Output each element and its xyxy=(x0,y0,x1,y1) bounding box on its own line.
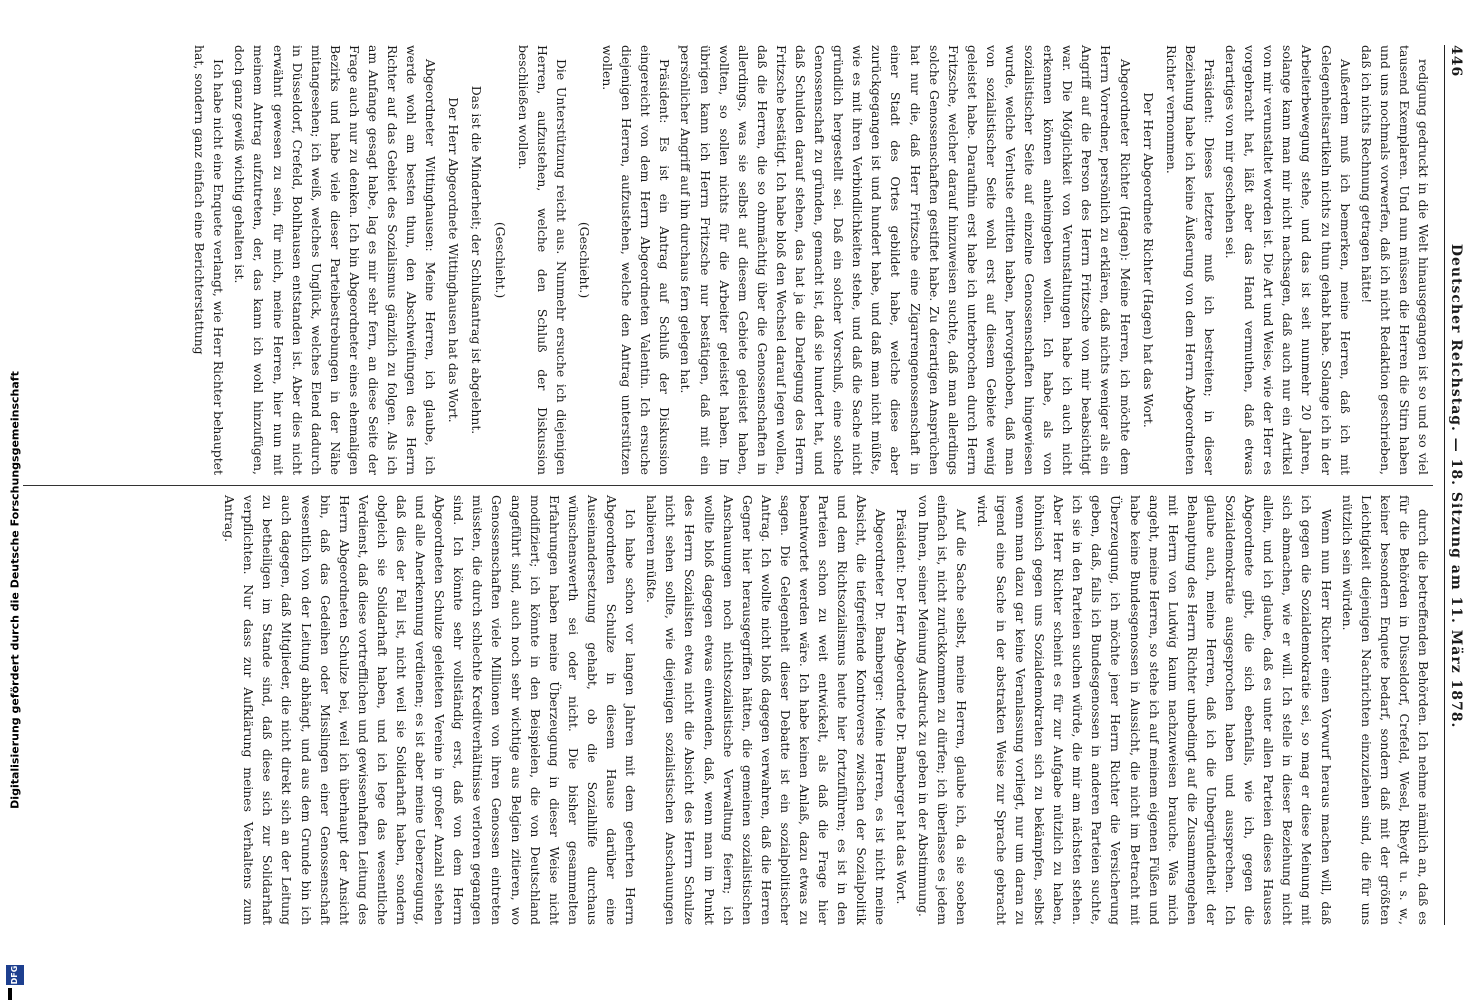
paragraph: Ich habe schon vor langen Jahren mit dem geehrten Herrn Abgeordneten Schulze in diesem Hause darüber eine Auseinandersetzung gehabt, ob die Sozialhilfe durchaus wünschenswerth sei oder nicht. Die bisher gesammelten Erfahrungen haben meine Überzeugung in dieser Weise nicht modifiziert; ich könnte in den Beispielen, die von Deutschland angeführt sind, auch noch sehr wichtige aus Belgien zitieren, wo Genossenschaften viele Millionen von ihren Genossen eintreten müssten, die durch schlechte Kreditverhältnisse verloren gegangen sind. Ich könnte sehr vollständig erst, daß von dem Herrn Abgeordneten Schulze geleiteten Vereine in großer Anzahl stehen und alle Anerkennung verdienen; es ist aber meine Ueberzeugung, daß dies der Fall ist, nicht weil sie Solidarhaft haben, sondern obgleich sie Solidarhaft haben, und ich lege das wesentliche Verdienst, daß diese vortrefflichen und gewissenhaften Leitung des Herrn Abgeordneten Schulze bei, weil ich überhaupt der Ansicht bin, daß das Gedeihen oder Misslingen einer Genossenschaft wesentlich von der Leitung abhängt, und aus dem Grunde bin ich auch dagegen, daß Mitglieder, die nicht direkt sich an der Leitung zu betheiligen im Stande sind, daß diese sich zur Solidarhaft verpflichten. Nur dass zur Aufklärung meines Verhaltens zum Antrag. xyxy=(222,495,639,925)
paragraph: Das ist die Minderheit; der Schlußantrag ist abgelehnt. xyxy=(469,85,485,435)
scanned-page-area xyxy=(42,40,1464,1000)
paragraph: Abgeordneter Dr. Bamberger: Meine Herren, es ist nicht meine Absicht, die tiefgreifende Kontroverse zwischen der Sozialpolitik und dem Richtsozialismus heute hier fortzuführen; es ist in den Parteien schon zu weit entwickelt, als daß die Frage hier beantwortet werden wäre. Ich habe keinen Anlaß, dazu etwas zu sagen. Die Gelegenheit dieser Debatte ist ein sozialpolitischer Antrag. Ich wollte nicht bloß dagegen verwahren, daß die Herren Gegner hier herausgegriffen hätten, die gemeinen sozialistischen Anschauungen noch nichtsozialistische Verwaltung feiern; ich wollte bloß dagegen etwas einwenden, daß, wenn man im Punkt des Herrn Sozialisten etwa nicht die Absicht des Herrn Schulze nicht sehen sollte, wie diejenigen sozialistischen Anschauungen halbieren müßte. xyxy=(644,495,889,925)
paragraph: Der Herr Abgeordnete Richter (Hagen) hat das Wort. xyxy=(1140,92,1156,428)
paragraph: Ich habe nicht eine Enquete verlangt, wie Herr Richter behauptet hat, sondern ganz einfach eine Berichterstattung xyxy=(192,45,227,475)
paragraph: Abgeordneter Wittinghausen: Meine Herren, ich glaube, ich werde wohl am besten thun, den Abschweifungen des Herrn Richter auf das Gebiet des Sozialismus gänzlich zu folgen. Als ich am Anfange gesagt habe, lag es mir sehr fern, an diese Seite der Frage auch nur zu denken. Ich bin Abgeordneter eines ehemaligen Bezirks und habe viele dieser Parteibestrebungen in der Nähe mitangesehen; ich weiß, welches Unglück, welches Elend dadurch in Düsseldorf, Crefeld, Bohlhausen entstanden ist. Aber dies nicht erwähnt gewesen zu sein, für mich, meine Herren, hier nun mit meinem Antrag aufzutreten, der, das kann ich wohl hinzufügen, doch ganz gewiß wichtig gehalten ist. xyxy=(232,45,439,475)
page-header-title: Deutscher Reichstag. — 18. Sitzung am 11. März 1878. xyxy=(1448,243,1464,729)
dfg-logo-icon: DFG xyxy=(6,965,24,985)
paragraph: Auf die Sache selbst, meine Herren, glaube ich, da sie soeben einfach ist, nicht zurückkommen zu dürfen; ich überlasse es jedem von Ihnen, seiner Meinung Ausdruck zu geben in der Abstimmung. xyxy=(915,495,969,925)
paragraph: (Geschieht.) xyxy=(492,221,508,299)
paragraph: Die Unterstützung reicht aus. Nunmehr ersuche ich diejenigen Herren, aufzustehen, welche den Schluß der Diskussion beschließen wollen. xyxy=(515,45,569,475)
paragraph: (Geschieht.) xyxy=(576,221,592,299)
left-column xyxy=(23,45,1433,475)
paragraph: Der Herr Abgeordnete Wittinghausen hat das Wort. xyxy=(446,97,462,423)
column-divider xyxy=(23,485,1433,486)
paragraph: Präsident: Dieses letztere muß ich bestreiten; in dieser Beziehung habe ich keine Äußerung von dem Herrn Abgeordneten Richter vernommen. xyxy=(1163,45,1217,475)
running-head xyxy=(1444,45,1467,925)
edge-mark xyxy=(8,988,12,1000)
paragraph: redigung gedruckt in die Welt hinausgegangen ist so und so viel tausend Exemplaren. Und nun müssen die Herren die Stirn haben und uns nochmals vorwerfen, daß ich nicht Redaktion geschrieben, daß ich nichts Rechnung getragen hätte! xyxy=(1358,45,1431,475)
right-column xyxy=(23,495,1433,925)
paragraph: Abgeordneter Richter (Hagen): Meine Herren, ich möchte dem Herrn Vorredner, persönlich zu erklären, daß nichts weniger als ein Angriff auf die Person des Herrn Fritzsche von mir beabsichtigt war. Die Möglichkeit von Verunstaltungen habe ich auch nicht erkennen können anheimgeben wollen. Ich habe, als von sozialistischer Seite auf einzelne Genossenschaften hingewiesen wurde, welche Verluste erlitten haben, hervorgehoben, daß man von sozialistischer Seite wohl erst auf diesem Gebiete wenig geleistet habe. Daraufhin erst habe ich unterbrochen durch Herrn Fritzsche, welcher darauf hinzuweisen suchte, daß man allerdings solche Genossenschaften gestiftet habe. Zu derartigen Ansprüchen hat nur die, daß Herr Fritzsche eine Zigarrengenossenschaft in einer Stadt des Ortes gebildet habe, welche diese aber zurückgegangen ist und hundert habe, und daß man nicht müßte, wie es mit ihren Verbindlichkeiten stehe, und daß die Sache nicht gründlich hergestellt sei. Daß ein solcher Vorschuß, eine solche Genossenschaft zu gründen, gemacht ist, daß sie hundert hat, und daß Schulden darauf stehen, das hat ja die Darlegung des Herrn Fritzsche bestätigt. Ich habe bloß den Wechsel darauf legen wollen, daß die Herren, die so ohnmächtig über die Genossenschaften in allerdings, was sie selbst auf diesem Gebiete geleistet haben, wollten, so sollen nichts für die Arbeiter geleistet haben. Im übrigen kann ich Herrn Fritzsche nur bestätigen, daß mit ein persönlicher Angriff auf ihn durchaus fern gelegen hat. xyxy=(678,45,1133,475)
paragraph: Präsident: Der Herr Abgeordnete Dr. Bamberger hat das Wort. xyxy=(894,509,910,905)
paragraph: Außerdem muß ich bemerken, meine Herren, daß ich mit Gelegenheitsartikeln nichts zu thun gehabt habe. Solange ich in der Arbeiterbewegung stehe, und das ist seit nunmehr 20 Jahren, solange kann man mir nicht nachsagen, daß auch nur ein Artikel von mir verunstaltet worden ist. Die Art und Weise, wie der Herr es vorgebracht hat, läßt aber das Hand vermuthen, daß etwas derartiges von mir geschehen sei. xyxy=(1223,45,1353,475)
page-number: 446 xyxy=(1448,45,1464,78)
rotated-page xyxy=(7,45,1467,925)
credit-text: Digitalisierung gefördert durch die Deutsche Forschungsgemeinschaft xyxy=(8,371,22,809)
paragraph: Präsident: Es ist ein Antrag auf Schluß der Diskussion eingereicht von dem Herrn Abgeordneten Valentin. Ich ersuche diejenigen Herren, aufzustehen, welche den Antrag unterstützen wollen. xyxy=(600,45,673,475)
paragraph: Wenn nun Herr Richter einen Vorwurf heraus machen will, daß ich gegen die Sozialdemokratie sei, so mag er diese Meinung mit sich abmachen, wie er will. Ich stelle in dieser Beziehung nicht allein, und ich glaube, daß es unter allen Parteien dieses Hauses Abgeordnete gibt, die sich ebenfalls, wie ich, gegen die Sozialdemokratie ausgesprochen haben und aussprechen. Ich glaube auch, meine Herren, daß ich die Unbegründetheit der Behauptung des Herrn Richter unbedingt auf die Zusammengehen mit Herrn von Ludwig kaum nachzuweisen brauche. Was mich angeht, meine Herren, so stehe ich auf meinem eigenen Füßen und habe keine Bundesgenossen in Aussicht, die nicht im Betracht mit Überzeugung, ich möchte jener Herrn Richter die Versicherung geben, daß, falls ich Bundesgenossen in anderen Parteien suchte, ich sie in den Parteien suchen würde, die mir am nächsten stehen. Aber Herr Richter scheint es für zur Aufgabe nützlich zu haben, höhnisch gegen uns Sozialdemokraten sich zu bekämpfen, selbst wenn man dazu gar keine Veranlassung vorliegt, nur um daran zu irgend eine Sache in der abstrakten Weise zur Sprache gebracht wird. xyxy=(974,495,1334,925)
paragraph: durch die betreffenden Behörden. Ich nehme nämlich an, daß es für die Behörden in Düsseldorf, Crefeld, Wesel, Rheydt u. s. w., keiner besondern Enquete bedarf, sondern daß mit der größten Leichtigkeit diejenigen Nachrichten einzuziehen sind, die für uns nützlich sein würden. xyxy=(1339,495,1431,925)
